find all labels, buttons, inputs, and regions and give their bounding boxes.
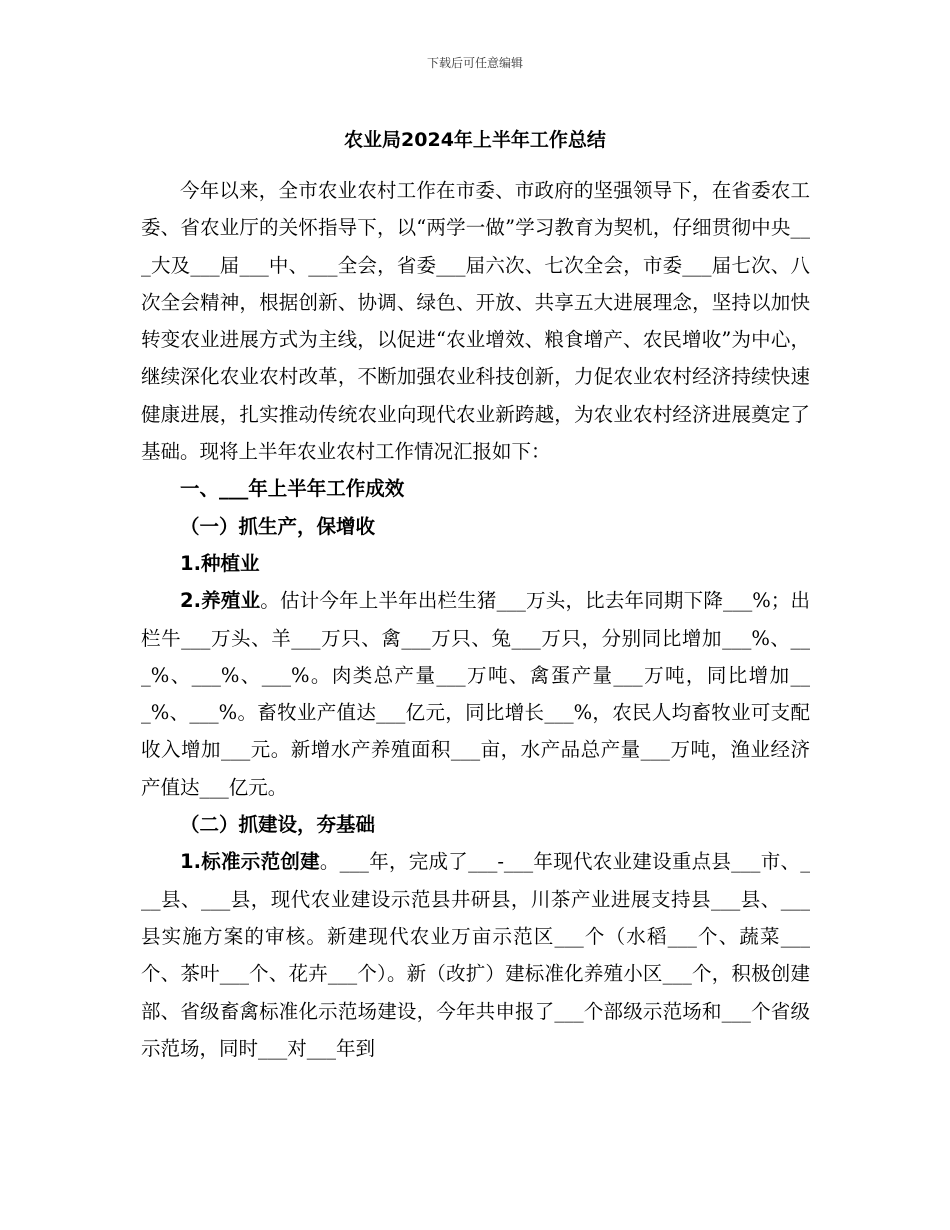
paragraph-livestock-text: 。估计今年上半年出栏生猪___万头，比去年同期下降___%；出栏牛___万头、羊___万只、禽___万只、兔___万只，分别同比增加___%、___%、___%、___%。肉类总产量___万吨、禽蛋产量___万吨，同比增加___%、___%。畜牧业产值达___亿元，同比增长___%，农民人均畜牧业可支配收入增加___元。新增水产养殖面积___亩，水产品总产量___万吨，渔业经济产值达___亿元。 <box>141 589 810 799</box>
paragraph-standard-demo <box>141 843 810 1067</box>
subsection-heading-production: （一）抓生产，保增收 <box>180 514 376 538</box>
document-title: 农业局2024年上半年工作总结 <box>344 129 606 151</box>
item-lead-standard-demo: 1.标准示范创建 <box>180 850 320 874</box>
section-heading-achievements: 一、___年上半年工作成效 <box>180 477 405 501</box>
item-lead-livestock: 2.养殖业 <box>180 589 261 613</box>
intro-paragraph: 今年以来，全市农业农村工作在市委、市政府的坚强领导下，在省委农工委、省农业厅的关怀指导下，以“两学一做”学习教育为契机，仔细贯彻中央___大及___届___中、___全会，省委___届六次、七次全会，市委___届七次、八次全会精神，根据创新、协调、绿色、开放、共享五大进展理念，坚持以加快转变农业进展方式为主线，以促进“农业增效、粮食增产、农民增收”为中心，继续深化农业农村改革，不断加强农业科技创新，力促农业农村经济持续快速健康进展，扎实推动传统农业向现代农业新跨越，为农业农村经济进展奠定了基础。现将上半年农业农村工作情况汇报如下： <box>141 179 810 464</box>
subsection-heading-construction: （二）抓建设，夯基础 <box>180 813 376 837</box>
page-header-note: 下载后可任意编辑 <box>426 56 523 70</box>
paragraph-livestock <box>141 582 810 806</box>
document-body <box>141 172 810 1067</box>
paragraph-standard-demo-text: 。___年，完成了___-___年现代农业建设重点县___市、___县、___县，现代农业建设示范县井研县，川茶产业进展支持县___县、___县实施方案的审核。新建现代农业万亩示范区___个（水稻___个、蔬菜___个、茶叶___个、花卉___个）。新（改扩）建标准化养殖小区___个，积极创建部、省级畜禽标准化示范场建设，今年共申报了___个部级示范场和___个省级示范场，同时___对___年到 <box>141 850 810 1060</box>
item-heading-planting: 1.种植业 <box>180 551 260 575</box>
